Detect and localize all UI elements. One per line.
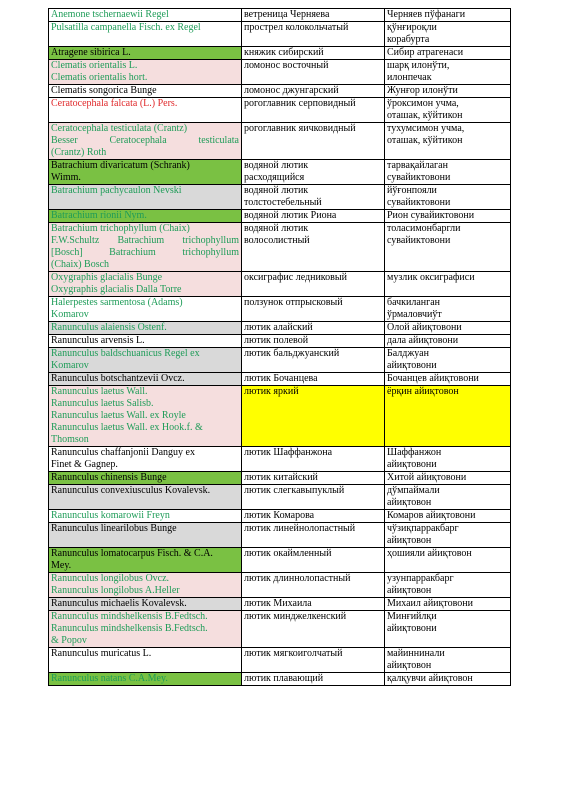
latin-name-cell (49, 335, 242, 348)
uzbek-text-line: сувайиктовони (387, 172, 451, 183)
latin-text-line: Ranunculus linearilobus Bunge (51, 523, 177, 534)
table-row (49, 123, 511, 160)
uzbek-name-cell (385, 611, 511, 648)
russian-name-cell (242, 22, 385, 47)
latin-name-cell (49, 386, 242, 447)
table-row (49, 272, 511, 297)
uzbek-name-cell (385, 335, 511, 348)
latin-name-cell (49, 485, 242, 510)
table-row (49, 185, 511, 210)
latin-name-cell (49, 673, 242, 686)
uzbek-name-cell (385, 185, 511, 210)
russian-name-cell (242, 447, 385, 472)
russian-name-cell (242, 98, 385, 123)
latin-name-cell (49, 598, 242, 611)
uzbek-text-line: Минғийлқи (387, 611, 437, 622)
latin-name-cell (49, 22, 242, 47)
uzbek-text-line: Комаров айиқтовони (387, 510, 476, 521)
latin-text-line: Batrachium divaricatum (Schrank) (51, 160, 190, 171)
table-row (49, 223, 511, 272)
table-row (49, 322, 511, 335)
latin-name-cell (49, 373, 242, 386)
uzbek-name-cell (385, 322, 511, 335)
table-row (49, 510, 511, 523)
latin-text-line: Ranunculus botschantzevii Ovcz. (51, 373, 185, 384)
document-page (48, 8, 510, 686)
uzbek-name-cell (385, 123, 511, 160)
uzbek-text-line: ўрмаловчиўт (387, 309, 442, 320)
table-row (49, 386, 511, 447)
russian-name-cell (242, 85, 385, 98)
russian-text-line: рогоглавник серповидный (244, 98, 356, 109)
latin-name-cell (49, 611, 242, 648)
uzbek-name-cell (385, 510, 511, 523)
latin-text-line: Ranunculus longilobus Ovcz. (51, 573, 170, 584)
uzbek-text-line: Жунғор илонўти (387, 85, 458, 96)
latin-text-line: Atragene sibirica L. (51, 47, 131, 58)
russian-text-line: лютик слегкавыпуклый (244, 485, 345, 496)
russian-text-line: оксиграфис ледниковый (244, 272, 347, 283)
russian-text-line: рогоглавник яичковидный (244, 123, 356, 134)
uzbek-text-line: Балджуан (387, 348, 429, 359)
uzbek-name-cell (385, 272, 511, 297)
uzbek-name-cell (385, 373, 511, 386)
table-row (49, 673, 511, 686)
russian-text-line: лютик Шаффанжона (244, 447, 333, 458)
russian-text-line: водяной лютик (244, 160, 309, 171)
latin-name-cell (49, 223, 242, 272)
latin-text-line: Ranunculus chaffanjonii Danguy ex (51, 447, 195, 458)
russian-name-cell (242, 9, 385, 22)
table-row (49, 210, 511, 223)
uzbek-name-cell (385, 573, 511, 598)
latin-text-line: Ranunculus chinensis Bunge (51, 472, 167, 483)
table-row (49, 485, 511, 510)
russian-text-line: лютик мягкоиголчатый (244, 648, 343, 659)
uzbek-text-line: айиқтовон (387, 660, 432, 671)
latin-name-cell (49, 348, 242, 373)
uzbek-text-line: бачкиланган (387, 297, 441, 308)
latin-text-line: Ranunculus laetus Wall. ex Hook.f. & (51, 422, 203, 433)
russian-text-line: лютик алайский (244, 322, 313, 333)
russian-name-cell (242, 472, 385, 485)
latin-text-line: Ranunculus mindshelkensis B.Fedtsch. (51, 611, 208, 622)
table-row (49, 85, 511, 98)
latin-text-line: Clematis songorica Bunge (51, 85, 157, 96)
latin-text-line: Batrachium pachycaulon Nevski (51, 185, 182, 196)
latin-name-cell (49, 548, 242, 573)
latin-text-line: Ranunculus laetus Wall. ex Royle (51, 410, 186, 421)
uzbek-name-cell (385, 160, 511, 185)
russian-text-line: лютик плавающий (244, 673, 324, 684)
latin-text-line: Ceratocephala testiculata (Crantz) (51, 123, 188, 134)
latin-name-cell (49, 9, 242, 22)
russian-text-line: лютик минджелкенский (244, 611, 347, 622)
russian-name-cell (242, 272, 385, 297)
russian-name-cell (242, 322, 385, 335)
latin-text-line: (Crantz) Roth (51, 147, 107, 158)
russian-name-cell (242, 223, 385, 272)
latin-text-line: Pulsatilla campanella Fisch. ex Regel (51, 22, 201, 33)
russian-text-line: ветреница Черняева (244, 9, 330, 20)
uzbek-text-line: музлик оксиграфиси (387, 272, 475, 283)
russian-text-line: лютик Комарова (244, 510, 315, 521)
latin-text-line: [Bosch] Batrachium trichophyllum (51, 247, 239, 258)
latin-text-line: Clematis orientalis hort. (51, 72, 148, 83)
uzbek-text-line: айиқтовон (387, 535, 432, 546)
latin-text-line: Ranunculus laetus Wall. (51, 386, 148, 397)
uzbek-text-line: тухумсимон учма, (387, 123, 465, 134)
russian-text-line: лютик окаймленный (244, 548, 332, 559)
russian-text-line: водяной лютик (244, 185, 309, 196)
uzbek-name-cell (385, 485, 511, 510)
uzbek-text-line: қалқувчи айиқтовон (387, 673, 473, 684)
latin-name-cell (49, 210, 242, 223)
uzbek-name-cell (385, 386, 511, 447)
latin-text-line: Ranunculus lomatocarpus Fisch. & C.A. (51, 548, 213, 559)
russian-text-line: прострел колокольчатый (244, 22, 349, 33)
russian-text-line: лютик линейнолопастный (244, 523, 356, 534)
uzbek-name-cell (385, 548, 511, 573)
russian-text-line: расходящийся (244, 172, 305, 183)
latin-text-line: Besser Ceratocephala testiculata (51, 135, 239, 146)
uzbek-name-cell (385, 22, 511, 47)
uzbek-text-line: сувайиктовони (387, 235, 451, 246)
uzbek-text-line: узунпарракбарг (387, 573, 454, 584)
russian-name-cell (242, 373, 385, 386)
table-row (49, 598, 511, 611)
latin-text-line: Ranunculus longilobus A.Heller (51, 585, 180, 596)
latin-text-line: Ranunculus laetus Salisb. (51, 398, 154, 409)
uzbek-text-line: ўроксимон учма, (387, 98, 459, 109)
uzbek-name-cell (385, 98, 511, 123)
uzbek-text-line: айиқтовони (387, 623, 437, 634)
russian-text-line: лютик Михаила (244, 598, 312, 609)
russian-text-line: лютик бальджуанский (244, 348, 340, 359)
latin-text-line: Ranunculus natans C.A.Mey. (51, 673, 168, 684)
uzbek-text-line: корабурта (387, 34, 430, 45)
latin-text-line: Clematis orientalis L. (51, 60, 138, 71)
uzbek-name-cell (385, 348, 511, 373)
latin-name-cell (49, 447, 242, 472)
latin-text-line: Oxygraphis glacialis Bunge (51, 272, 163, 283)
latin-name-cell (49, 322, 242, 335)
table-row (49, 648, 511, 673)
latin-name-cell (49, 297, 242, 322)
uzbek-text-line: толасимонбаргли (387, 223, 461, 234)
russian-name-cell (242, 485, 385, 510)
uzbek-name-cell (385, 210, 511, 223)
uzbek-text-line: Хитой айиқтовони (387, 472, 467, 483)
latin-name-cell (49, 160, 242, 185)
latin-text-line: Ranunculus arvensis L. (51, 335, 145, 346)
russian-text-line: ломонос восточный (244, 60, 329, 71)
latin-name-cell (49, 472, 242, 485)
table-row (49, 60, 511, 85)
uzbek-text-line: оташак, кўйтикон (387, 135, 463, 146)
table-row (49, 22, 511, 47)
uzbek-text-line: сувайиктовони (387, 197, 451, 208)
uzbek-text-line: Черняев пўфанаги (387, 9, 466, 20)
species-table-body (49, 9, 511, 686)
russian-name-cell (242, 60, 385, 85)
uzbek-name-cell (385, 673, 511, 686)
russian-name-cell (242, 523, 385, 548)
uzbek-text-line: оташак, кўйтикон (387, 110, 463, 121)
russian-text-line: лютик китайский (244, 472, 318, 483)
latin-text-line: Ranunculus alaiensis Ostenf. (51, 322, 167, 333)
russian-name-cell (242, 673, 385, 686)
uzbek-text-line: Сибир атрагенаси (387, 47, 464, 58)
uzbek-text-line: Бочанцев айиқтовони (387, 373, 479, 384)
uzbek-text-line: шарқ илонўти, (387, 60, 450, 71)
uzbek-name-cell (385, 447, 511, 472)
uzbek-name-cell (385, 472, 511, 485)
russian-text-line: толстостебельный (244, 197, 322, 208)
russian-name-cell (242, 573, 385, 598)
table-row (49, 472, 511, 485)
latin-text-line: & Popov (51, 635, 87, 646)
uzbek-text-line: ҳошияли айиқтовон (387, 548, 472, 559)
russian-name-cell (242, 611, 385, 648)
table-row (49, 47, 511, 60)
uzbek-text-line: айиқтовон (387, 497, 432, 508)
uzbek-text-line: айиқтовони (387, 459, 437, 470)
russian-text-line: волосолистный (244, 235, 310, 246)
table-row (49, 523, 511, 548)
uzbek-text-line: қўнғироқли (387, 22, 437, 33)
uzbek-name-cell (385, 85, 511, 98)
russian-name-cell (242, 335, 385, 348)
russian-name-cell (242, 348, 385, 373)
latin-name-cell (49, 47, 242, 60)
uzbek-name-cell (385, 47, 511, 60)
uzbek-text-line: Михаил айиқтовони (387, 598, 473, 609)
uzbek-name-cell (385, 9, 511, 22)
russian-name-cell (242, 648, 385, 673)
latin-name-cell (49, 272, 242, 297)
latin-name-cell (49, 85, 242, 98)
latin-text-line: Ranunculus komarowii Freyn (51, 510, 170, 521)
latin-text-line: Ranunculus baldschuanicus Regel ex (51, 348, 200, 359)
table-row (49, 9, 511, 22)
russian-name-cell (242, 185, 385, 210)
uzbek-name-cell (385, 523, 511, 548)
uzbek-text-line: айиқтовон (387, 585, 432, 596)
uzbek-name-cell (385, 598, 511, 611)
russian-text-line: лютик полевой (244, 335, 309, 346)
table-row (49, 297, 511, 322)
russian-text-line: водяной лютик (244, 223, 309, 234)
latin-name-cell (49, 98, 242, 123)
russian-text-line: лютик длиннолопастный (244, 573, 351, 584)
russian-text-line: водяной лютик Риона (244, 210, 337, 221)
latin-text-line: Ranunculus michaelis Kovalevsk. (51, 598, 187, 609)
table-row (49, 98, 511, 123)
latin-text-line: F.W.Schultz Batrachium trichophyllum (51, 235, 239, 246)
uzbek-name-cell (385, 648, 511, 673)
latin-text-line: Ranunculus convexiusculus Kovalevsk. (51, 485, 211, 496)
latin-text-line: Mey. (51, 560, 72, 571)
latin-text-line: Halerpestes sarmentosa (Adams) (51, 297, 183, 308)
uzbek-text-line: дала айиқтовони (387, 335, 459, 346)
russian-name-cell (242, 210, 385, 223)
russian-name-cell (242, 123, 385, 160)
russian-name-cell (242, 598, 385, 611)
table-row (49, 548, 511, 573)
latin-name-cell (49, 648, 242, 673)
uzbek-text-line: дўмпаймали (387, 485, 440, 496)
latin-text-line: Komarov (51, 360, 89, 371)
latin-name-cell (49, 573, 242, 598)
uzbek-text-line: айиқтовони (387, 360, 437, 371)
russian-text-line: ползунок отпрысковый (244, 297, 343, 308)
uzbek-text-line: тарвақайлаган (387, 160, 448, 171)
uzbek-text-line: ёрқин айиқтовон (387, 386, 459, 397)
latin-text-line: Oxygraphis glacialis Dalla Torre (51, 284, 182, 295)
uzbek-text-line: Олой айиқтовони (387, 322, 462, 333)
species-table (48, 8, 511, 686)
latin-text-line: Ranunculus mindshelkensis B.Fedtsch. (51, 623, 208, 634)
table-row (49, 447, 511, 472)
russian-name-cell (242, 510, 385, 523)
uzbek-text-line: майиннинали (387, 648, 445, 659)
latin-name-cell (49, 123, 242, 160)
russian-name-cell (242, 297, 385, 322)
uzbek-name-cell (385, 223, 511, 272)
latin-text-line: Komarov (51, 309, 89, 320)
latin-text-line: Thomson (51, 434, 89, 445)
table-row (49, 573, 511, 598)
latin-text-line: Ranunculus muricatus L. (51, 648, 152, 659)
russian-name-cell (242, 160, 385, 185)
russian-name-cell (242, 47, 385, 60)
uzbek-name-cell (385, 60, 511, 85)
uzbek-text-line: Рион сувайиктовони (387, 210, 475, 221)
table-row (49, 335, 511, 348)
uzbek-text-line: Шаффанжон (387, 447, 442, 458)
russian-name-cell (242, 386, 385, 447)
latin-text-line: Batrachium trichophyllum (Chaix) (51, 223, 190, 234)
russian-text-line: лютик Бочанцева (244, 373, 318, 384)
uzbek-text-line: йўғонпояли (387, 185, 437, 196)
latin-text-line: Ceratocephala falcata (L.) Pers. (51, 98, 178, 109)
latin-text-line: Wimm. (51, 172, 81, 183)
latin-text-line: (Chaix) Bosch (51, 259, 110, 270)
table-row (49, 611, 511, 648)
latin-name-cell (49, 185, 242, 210)
latin-text-line: Batrachium rionii Nym. (51, 210, 147, 221)
table-row (49, 373, 511, 386)
latin-name-cell (49, 510, 242, 523)
latin-name-cell (49, 523, 242, 548)
russian-name-cell (242, 548, 385, 573)
latin-text-line: Finet & Gagnep. (51, 459, 118, 470)
uzbek-name-cell (385, 297, 511, 322)
uzbek-text-line: илонпечак (387, 72, 432, 83)
table-row (49, 160, 511, 185)
table-row (49, 348, 511, 373)
russian-text-line: ломонос джунгарский (244, 85, 339, 96)
russian-text-line: княжик сибирский (244, 47, 324, 58)
latin-name-cell (49, 60, 242, 85)
latin-text-line: Anemone tschernaewii Regel (51, 9, 169, 20)
uzbek-text-line: чўзиқпарракбарг (387, 523, 459, 534)
russian-text-line: лютик яркий (244, 386, 299, 397)
